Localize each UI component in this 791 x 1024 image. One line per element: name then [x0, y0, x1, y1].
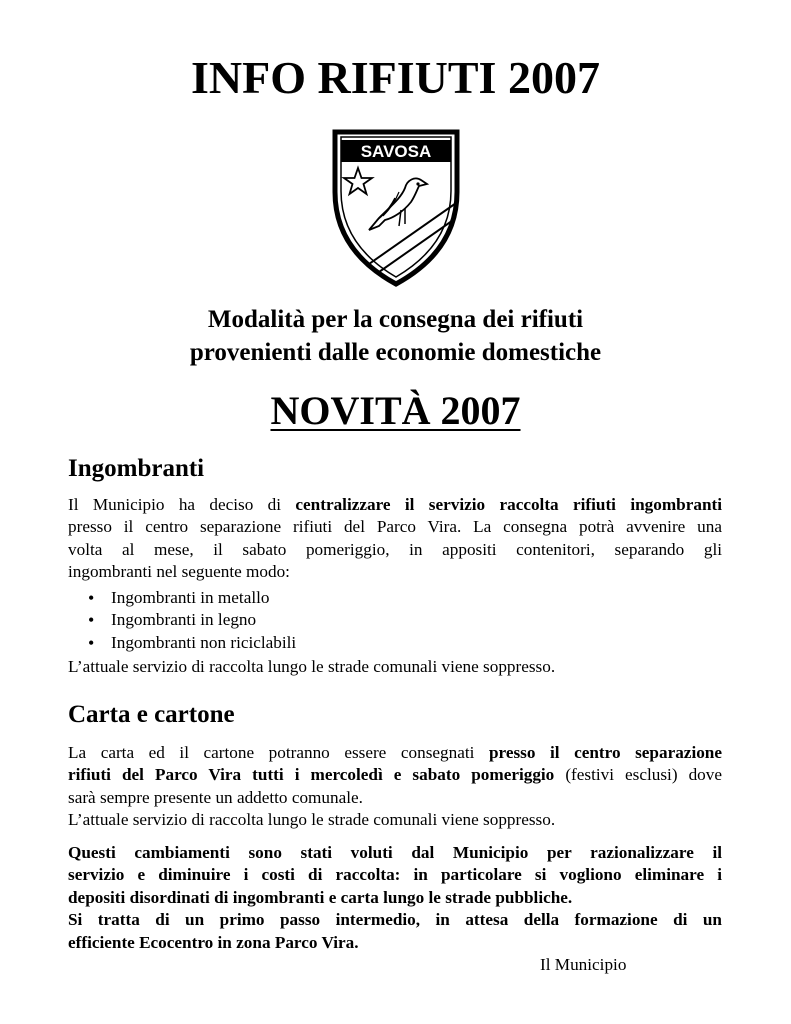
- paragraph-line: [68, 742, 722, 764]
- list-item: • Ingombranti in metallo: [68, 587, 296, 609]
- paragraph-line: servizio e diminuire i costi di raccolta: in particolare si vogliono eliminare i: [68, 865, 722, 885]
- subtitle: [0, 303, 791, 369]
- heading-ingombranti: Ingombranti: [68, 455, 205, 482]
- paragraph-ingombranti: [68, 494, 722, 584]
- paragraph-line: presso il centro separazione rifiuti del Parco Vira. La consegna potrà avvenire una: [68, 517, 722, 537]
- text-run-bold: presso il centro separazione: [488, 743, 722, 762]
- subtitle-line-2: provenienti dalle economie domestiche: [189, 339, 602, 366]
- crest-label: SAVOSA: [360, 142, 432, 161]
- savosa-crest-icon: [329, 128, 463, 288]
- paragraph-line: Si tratta di un primo passo intermedio, in attesa della formazione di un: [68, 910, 722, 930]
- paragraph-line: Questi cambiamenti sono stati voluti dal Municipio per razionalizzare il: [68, 843, 722, 862]
- paragraph-line: [68, 494, 722, 516]
- text-run-bold: centralizzare il servizio raccolta rifiuti ingombranti: [295, 495, 722, 514]
- list-item: • Ingombranti in legno: [68, 609, 296, 631]
- text-run: Il Municipio ha deciso di: [68, 495, 296, 514]
- paragraph-line: volta al mese, il sabato pomeriggio, in appositi contenitori, separando gli: [68, 539, 722, 559]
- paragraph-line: sarà sempre presente un addetto comunale.: [68, 787, 363, 807]
- paragraph-line: [68, 764, 722, 786]
- text-run: La carta ed il cartone potranno essere consegnati: [68, 743, 489, 762]
- signature: Il Municipio: [540, 955, 627, 974]
- page-title: INFO RIFIUTI 2007: [191, 52, 600, 103]
- heading-carta: Carta e cartone: [68, 701, 235, 728]
- ingombranti-list: [68, 587, 296, 654]
- novita-text: NOVITÀ 2007: [270, 388, 521, 433]
- paragraph-line: L’attuale servizio di raccolta lungo le strade comunali viene soppresso.: [68, 810, 556, 830]
- paragraph-line: L’attuale servizio di raccolta lungo le strade comunali viene soppresso.: [68, 657, 556, 676]
- paragraph-carta: [68, 742, 722, 832]
- paragraph-line: ingombranti nel seguente modo:: [68, 562, 290, 582]
- paragraph-closing: [68, 842, 722, 954]
- text-run-bold: rifiuti del Parco Vira tutti i mercoledì e sabato pomeriggio: [68, 765, 555, 785]
- paragraph-line: efficiente Ecocentro in zona Parco Vira.: [68, 932, 359, 952]
- subtitle-line-1: Modalità per la consegna dei rifiuti: [207, 306, 584, 333]
- paragraph-line: depositi disordinati di ingombranti e carta lungo le strade pubbliche.: [68, 887, 573, 907]
- paragraph-ingombranti-note: [68, 656, 722, 678]
- text-run: (festivi esclusi) dove: [554, 765, 722, 785]
- list-item: • Ingombranti non riciclabili: [68, 632, 296, 654]
- novita-heading: [0, 386, 791, 436]
